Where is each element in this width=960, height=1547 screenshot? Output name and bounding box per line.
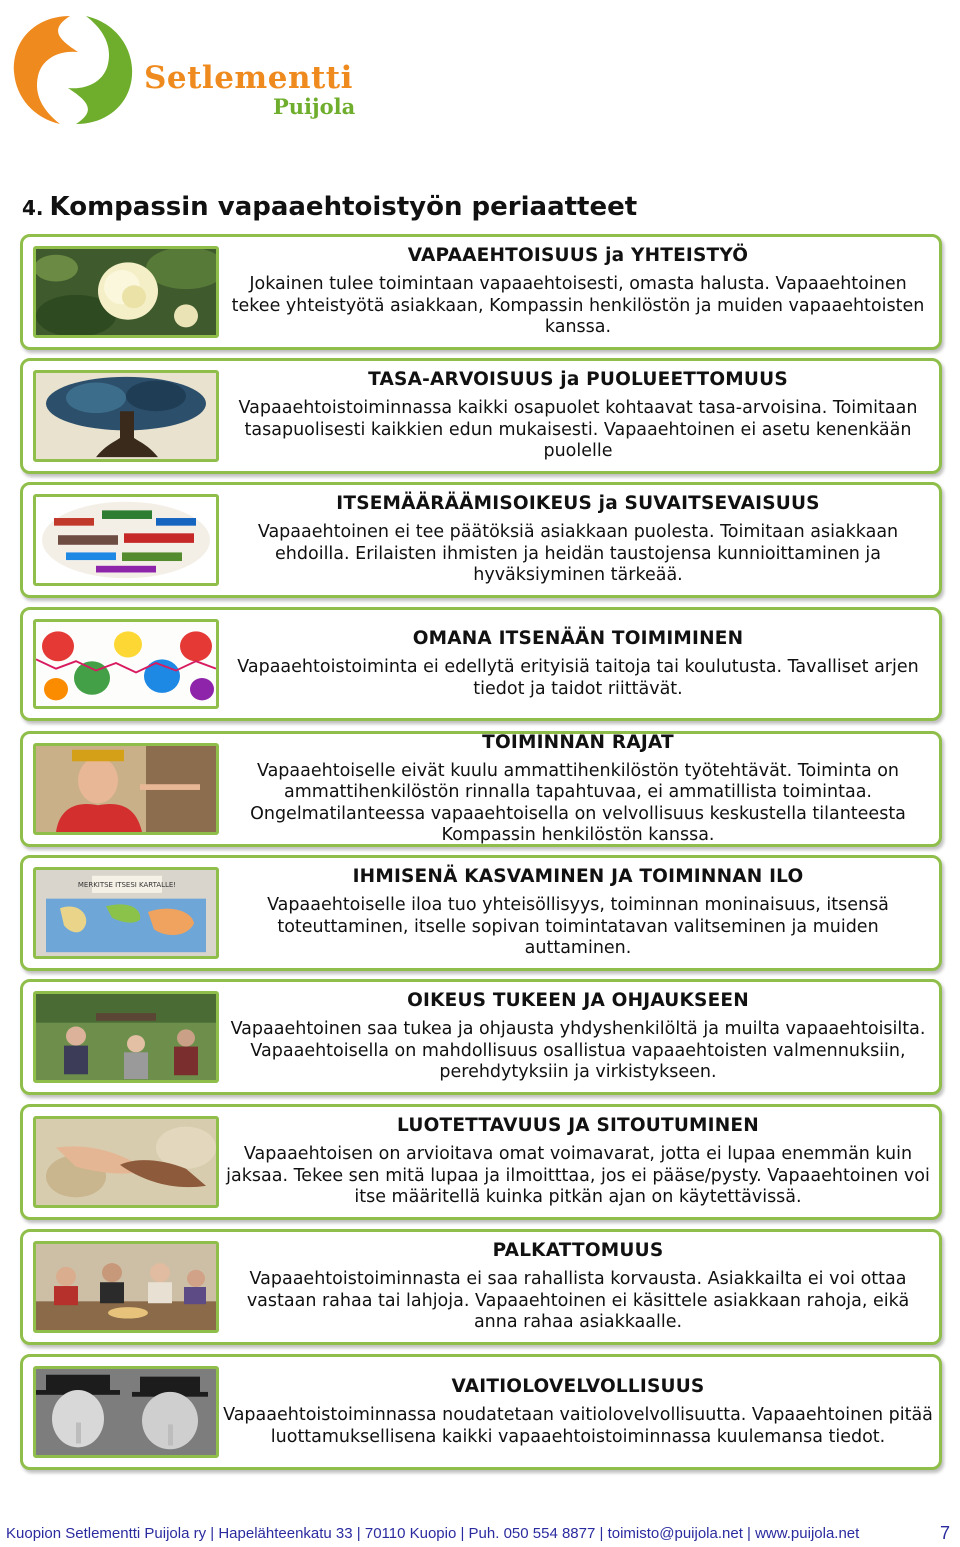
principle-description: Vapaaehtoistoiminnasta ei saa rahallista korvausta. Asiakkailta ei voi ottaa vastaan rahaa tai lahjoja. Vapaaehtoinen ei käsittele asiakkaan rahoja, eikä anna rahaa asiakkaalle. <box>246 1269 910 1333</box>
principle-card <box>20 1104 942 1220</box>
dancer-photo <box>33 743 219 835</box>
principle-title: IHMISENÄ KASVAMINEN JA TOIMINNAN ILO <box>352 866 804 888</box>
section-number: 4. <box>22 196 44 220</box>
principle-text <box>223 237 933 347</box>
principle-text <box>223 1357 933 1467</box>
principle-title: OMANA ITSENÄÄN TOIMIMINEN <box>412 628 744 649</box>
principle-card <box>20 731 942 847</box>
principle-title: ITSEMÄÄRÄÄMISOIKEUS ja SUVAITSEVAISUUS <box>336 493 820 515</box>
principle-title: VAITIOLOVELVOLLISUUS <box>451 1376 705 1397</box>
logo-mark-icon <box>8 10 138 130</box>
tree-illustration <box>33 370 219 462</box>
principle-text <box>223 1232 933 1342</box>
map-sign-text: MERKITSE ITSESI KARTALLE! <box>77 881 177 890</box>
principle-description: Vapaaehtoistoiminnassa kaikki osapuolet kohtaavat tasa-arvoisina. Toimitaan tasapuolisesti kaikkien edun mukaisesti. Vapaaehtoinen ei asetu kenenkään puolelle <box>238 398 918 462</box>
page-number: 7 <box>939 1523 950 1543</box>
principle-card <box>20 358 942 474</box>
principle-description: Vapaaehtoistoiminnassa noudatetaan vaitiolovelvollisuutta. Vapaaehtoinen pitää luottamuksellisena kaikki vapaaehtoistoiminnassa kuulemansa tiedot. <box>223 1405 933 1447</box>
world-map-photo <box>33 867 219 959</box>
principle-description: Jokainen tulee toimintaan vapaaehtoisesti, omasta halusta. Vapaaehtoinen tekee yhteistyötä asiakkaan, Kompassin henkilöstön ja muiden vapaaehtoisten kanssa. <box>231 274 925 338</box>
hands-photo <box>33 1116 219 1208</box>
principle-title: OIKEUS TUKEEN JA OHJAUKSEEN <box>407 990 749 1012</box>
silent-comedians-photo <box>33 1366 219 1458</box>
principle-card <box>20 234 942 350</box>
principle-card <box>20 1354 942 1470</box>
principle-card <box>20 607 942 721</box>
principle-description: Vapaaehtoistoiminta ei edellytä erityisiä taitoja tai koulutusta. Tavalliset arjen tiedot ja taidot riittävät. <box>237 657 919 699</box>
section-title-text: Kompassin vapaaehtoistyön periaatteet <box>49 192 638 222</box>
logo-subtitle: Puijola <box>273 94 356 119</box>
principle-card <box>20 855 942 971</box>
principle-text <box>223 361 933 471</box>
principle-title: PALKATTOMUUS <box>492 1240 664 1262</box>
balloons-image <box>33 619 219 709</box>
principle-description: Vapaaehtoiselle iloa tuo yhteisöllisyys, toiminnan moninaisuus, itsensä toteuttaminen, itselle sopivan toimintatavan valitseminen ja muiden auttaminen. <box>267 895 889 959</box>
principle-card <box>20 979 942 1095</box>
principle-text <box>223 858 933 968</box>
cooking-group-photo <box>33 1241 219 1333</box>
rose-photo <box>33 246 219 338</box>
principle-title: TOIMINNAN RAJAT <box>482 731 674 753</box>
word-cloud-image <box>33 494 219 586</box>
principle-card <box>20 482 942 598</box>
principle-description: Vapaaehtoinen saa tukea ja ohjausta yhdyshenkilöltä ja muilta vapaaehtoisilta. Vapaaehtoisella on mahdollisuus osallistua vapaaehtoisten valmennuksiin, perehdytyksiin ja virkistykseen. <box>230 1019 926 1083</box>
principle-text <box>223 610 933 718</box>
principle-description: Vapaaehtoiselle eivät kuulu ammattihenkilöstön työtehtävät. Toiminta on ammattihenkilöstön rinnalla tapahtuvaa, ei ammatillista toimintaa. Ongelmatilanteessa vapaaehtoisella on velvollisuus keskustella tilanteesta Kompassin henkilöstön kanssa. <box>250 760 906 845</box>
principle-title: VAPAAEHTOISUUS ja YHTEISTYÖ <box>407 245 749 267</box>
section-title <box>22 192 637 222</box>
principle-description: Vapaaehtoinen ei tee päätöksiä asiakkaan puolesta. Toimitaan asiakkaan ehdoilla. Erilaisten ihmisten ja heidän taustojensa kunnioittaminen ja hyväksiyminen tärkeää. <box>257 522 899 586</box>
principle-text <box>223 982 933 1092</box>
principle-description: Vapaaehtoisen on arvioitava omat voimavarat, jotta ei lupaa enemmän kuin jaksaa. Tekee sen mitä lupaa ja ilmoitttaa, jos ei pääse/pysty. Vapaaehtoinen voi itse määritellä kuinka pitkän ajan on käytettävissä. <box>226 1144 930 1208</box>
principle-title: LUOTETTAVUUS JA SITOUTUMINEN <box>397 1115 759 1137</box>
principle-title: TASA-ARVOISUUS ja PUOLUEETTOMUUS <box>368 369 788 391</box>
logo-name: Setlementti <box>144 60 353 96</box>
footer <box>6 1525 956 1542</box>
outdoor-group-photo <box>33 991 219 1083</box>
logo <box>8 10 358 130</box>
principle-text <box>223 485 933 595</box>
principle-text <box>223 1107 933 1217</box>
footer-contact: Kuopion Setlementti Puijola ry | Hapelähteenkatu 33 | 70110 Kuopio | Puh. 050 554 8877 | toimisto@puijola.net | www.puijola.net <box>6 1525 860 1542</box>
principle-text <box>223 731 933 845</box>
principle-card <box>20 1229 942 1345</box>
